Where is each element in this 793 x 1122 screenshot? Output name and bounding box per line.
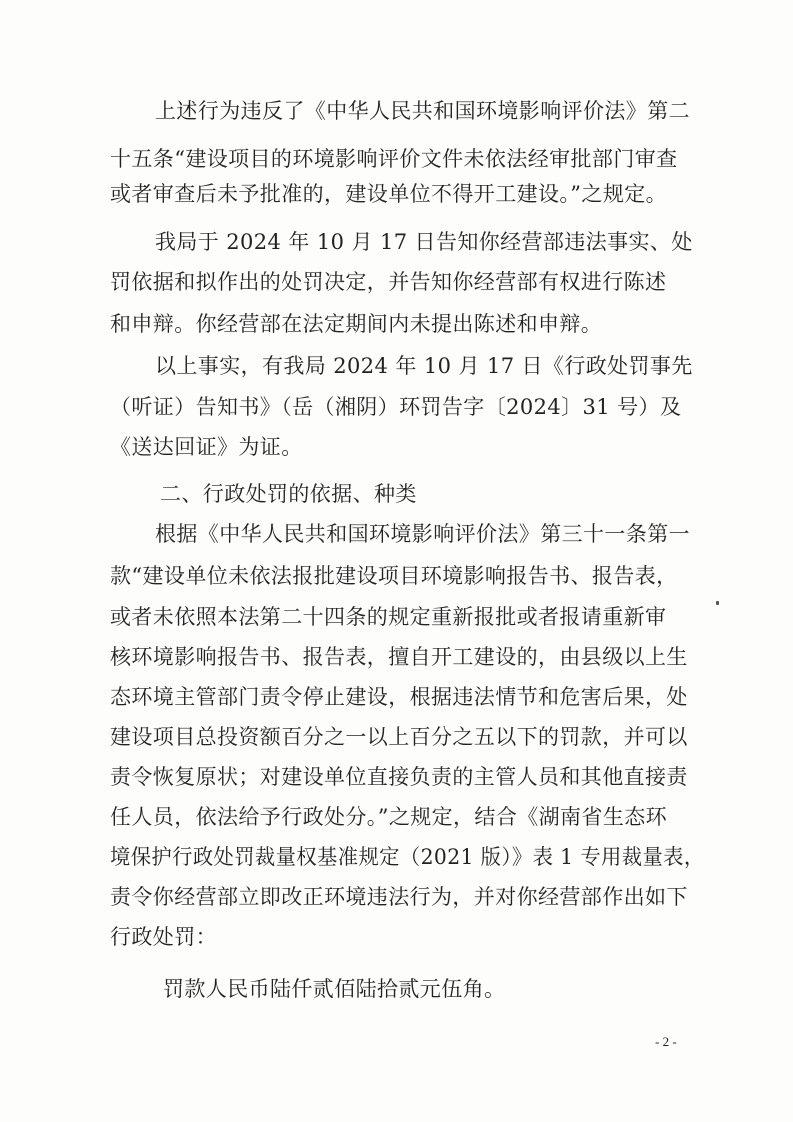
text-line: 罚款人民币陆仟贰佰陆拾贰元伍角。 (163, 977, 506, 1001)
text-line: 任人员，依法给予行政处分。”之规定，结合《湖南省生态环 (110, 805, 668, 829)
text-line: 境保护行政处罚裁量权基准规定（2021 版）》表 1 专用裁量表， (110, 845, 705, 869)
text-line: 核环境影响报告书、报告表，擅自开工建设的，由县级以上生 (110, 645, 688, 669)
text-line: 和申辩。你经营部在法定期间内未提出陈述和申辩。 (110, 312, 603, 336)
text-line: 罚依据和拟作出的处罚决定，并告知你经营部有权进行陈述 (110, 270, 667, 294)
text-line: 《送达回证》为证。 (110, 435, 303, 459)
page-number: - 2 - (655, 1034, 677, 1049)
text-line: 根据《中华人民共和国环境影响评价法》第三十一条第一 (155, 522, 690, 546)
text-line: 态环境主管部门责令停止建设，根据违法情节和危害后果，处 (110, 685, 688, 709)
scan-speck (716, 601, 719, 605)
text-line: 或者审查后未予批准的，建设单位不得开工建设。”之规定。 (110, 182, 668, 206)
text-line: 责令你经营部立即改正环境违法行为，并对你经营部作出如下 (110, 885, 688, 909)
text-line: 上述行为违反了《中华人民共和国环境影响评价法》第二 (155, 99, 690, 123)
text-line: （听证）告知书》（岳（湘阴）环罚告字〔2024〕31 号）及 (110, 395, 682, 419)
text-line: 行政处罚： (110, 925, 217, 949)
text-line: 以上事实，有我局 2024 年 10 月 17 日《行政处罚事先 (155, 354, 693, 378)
text-line: 或者未依照本法第二十四条的规定重新报批或者报请重新审 (110, 605, 667, 629)
text-line: 十五条“建设项目的环境影响评价文件未依法经审批部门审查 (110, 147, 678, 171)
section-heading: 二、行政处罚的依据、种类 (160, 482, 417, 506)
text-line: 款“建设单位未依法报批建设项目环境影响报告书、报告表， (110, 564, 678, 588)
text-line: 建设项目总投资额百分之一以上百分之五以下的罚款，并可以 (110, 725, 688, 749)
text-line: 责令恢复原状；对建设单位直接负责的主管人员和其他直接责 (110, 765, 688, 789)
text-line: 我局于 2024 年 10 月 17 日告知你经营部违法事实、处 (155, 230, 693, 254)
